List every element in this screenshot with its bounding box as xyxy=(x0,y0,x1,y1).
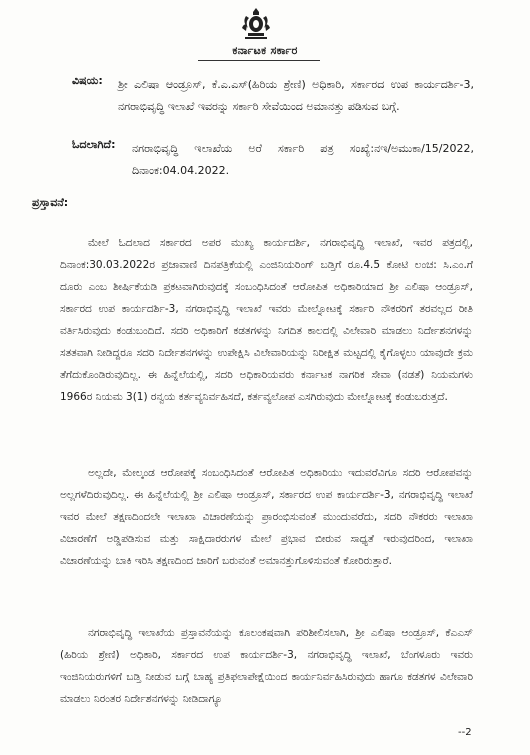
title-underline xyxy=(198,60,320,61)
state-emblem-icon xyxy=(236,6,276,42)
preamble-heading: ಪ್ರಸ್ತಾವನೆ: xyxy=(32,196,69,209)
government-title: ಕರ್ನಾಟಕ ಸರ್ಕಾರ xyxy=(232,44,298,57)
subject-text: ಶ್ರೀ ಎಲಿಷಾ ಆಂಡ್ರೂಸ್, ಕೆ.ಎ.ಎಸ್(ಹಿರಿಯ ಶ್ರೇಣಿ) ಅಧಿಕಾರಿ, ಸರ್ಕಾರದ ಉಪ ಕಾರ್ಯದರ್ಶಿ-3, ನಗರಾಭಿವೃದ್ಧಿ ಇಲಾಖೆ ಇವರನ್ನು ಸರ್ಕಾರಿ ಸೇವೆಯಿಂದ ಅಮಾನತ್ತು ಪಡಿಸುವ ಬಗ್ಗೆ. xyxy=(118,78,474,113)
page-marker: --2 xyxy=(458,727,472,738)
preamble-paragraph-1: ಮೇಲೆ ಓದಲಾದ ಸರ್ಕಾರದ ಅಪರ ಮುಖ್ಯ ಕಾರ್ಯದರ್ಶಿ, ನಗರಾಭಿವೃದ್ಧಿ ಇಲಾಖೆ, ಇವರ ಪತ್ರದಲ್ಲಿ, ದಿನಾಂಕ:30.03.2022ರ ಪ್ರಜಾವಾಣಿ ದಿನಪತ್ರಿಕೆಯಲ್ಲಿ ಎಂಜಿನಿಯರಿಂಗ್ ಬಡ್ತಿಗೆ ರೂ.4.5 ಕೋಟಿ ಲಂಚ: ಸಿ.ಎಂ.ಗೆ ದೂರು ಎಂಬ ಶೀರ್ಷಿಕೆಯಡಿ ಪ್ರಕಟವಾಗಿರುವುದಕ್ಕೆ ಸಂಬಂಧಿಸಿದಂತೆ ಆರೋಪಿತ ಅಧಿಕಾರಿಯಾದ ಶ್ರೀ ಎಲಿಷಾ ಆಂಡ್ರೂಸ್, ಸರ್ಕಾರದ ಉಪ ಕಾರ್ಯದರ್ಶಿ-3, ನಗರಾಭಿವೃದ್ಧಿ ಇಲಾಖೆ ಇವರು ಮೇಲ್ನೋಟಕ್ಕೆ ಸರ್ಕಾರಿ ನೌಕರರಿಗೆ ತರವಲ್ಲದ ರೀತಿ ವರ್ತಿಸಿರುವುದು ಕಂಡುಬಂದಿದೆ. ಸದರಿ ಅಧಿಕಾರಿಗೆ ಕಡತಗಳನ್ನು ನಿಗದಿತ ಕಾಲದಲ್ಲಿ ವಿಲೇವಾರಿ ಮಾಡಲು ನಿರ್ದೇಶನಗಳನ್ನು ಸತತವಾಗಿ ನೀಡಿದ್ದರೂ ಸದರಿ ನಿರ್ದೇಶನಗಳನ್ನು ಉಪೇಕ್ಷಿಸಿ ವಿಲೇವಾರಿಯನ್ನು ನಿರೀಕ್ಷಿತ ಮಟ್ಟದಲ್ಲಿ ಕೈಗೊಳ್ಳಲು ಯಾವುದೇ ಕ್ರಮ ತೆಗೆದುಕೊಂಡಿರುವುದಿಲ್ಲ. ಈ ಹಿನ್ನೆಲೆಯಲ್ಲಿ, ಸದರಿ ಅಧಿಕಾರಿಯವರು ಕರ್ನಾಟಕ ನಾಗರಿಕ ಸೇವಾ (ನಡತೆ) ನಿಯಮಗಳು 1966ರ ನಿಯಮ 3(1) ರನ್ವಯ ಕರ್ತವ್ಯನಿರ್ವಹಿಸದೆ, ಕರ್ತವ್ಯಲೋಪ ಎಸಗಿರುವುದು ಮೇಲ್ನೋಟಕ್ಕೆ ಕಂಡುಬರುತ್ತದೆ. xyxy=(60,237,473,403)
reference-text: ನಗರಾಭಿವೃದ್ಧಿ ಇಲಾಖೆಯ ಅರೆ ಸರ್ಕಾರಿ ಪತ್ರ ಸಂಖ್ಯೆ:ನಇ/ಅಮುಕಾ/15/2022, ದಿನಾಂಕ:04.04.2022. xyxy=(132,142,474,177)
preamble-paragraph-2: ಅಲ್ಲದೇ, ಮೇಲ್ಕಂಡ ಆರೋಪಕ್ಕೆ ಸಂಬಂಧಿಸಿದಂತೆ ಆರೋಪಿತ ಅಧಿಕಾರಿಯು ಇದುವರೆವಿಗೂ ಸದರಿ ಆರೋಪವನ್ನು ಅಲ್ಲಗಳೆದಿರುವುದಿಲ್ಲ. ಈ ಹಿನ್ನೆಲೆಯಲ್ಲಿ ಶ್ರೀ ಎಲಿಷಾ ಆಂಡ್ರೂಸ್, ಸರ್ಕಾರದ ಉಪ ಕಾರ್ಯದರ್ಶಿ-3, ನಗರಾಭಿವೃದ್ಧಿ ಇಲಾಖೆ ಇವರ ಮೇಲೆ ತಕ್ಷಣದಿಂದಲೇ ಇಲಾಖಾ ವಿಚಾರಣೆಯನ್ನು ಪ್ರಾರಂಭಿಸುವಂತೆ ಮುಂದುವರೆದು, ಸದರಿ ನೌಕರರು ಇಲಾಖಾ ವಿಚಾರಣೆಗೆ ಅಡ್ಡಿಪಡಿಸುವ ಮತ್ತು ಸಾಕ್ಷಿದಾರರುಗಳ ಮೇಲೆ ಪ್ರಭಾವ ಬೀರುವ ಸಾಧ್ಯತೆ ಇರುವುದರಿಂದ, ಇಲಾಖಾ ವಿಚಾರಣೆಯನ್ನು ಬಾಕಿ ಇರಿಸಿ ತಕ್ಷಣದಿಂದ ಜಾರಿಗೆ ಬರುವಂತೆ ಅಮಾನತ್ತುಗೊಳಿಸುವಂತೆ ಕೋರಿರುತ್ತಾರೆ. xyxy=(60,467,473,567)
preamble-paragraph-3: ನಗರಾಭಿವೃದ್ಧಿ ಇಲಾಖೆಯ ಪ್ರಸ್ತಾವನೆಯನ್ನು ಕೂಲಂಕಷವಾಗಿ ಪರಿಶೀಲಿಸಲಾಗಿ, ಶ್ರೀ ಎಲಿಷಾ ಆಂಡ್ರೂಸ್, ಕೆಎಎಸ್ (ಹಿರಿಯ ಶ್ರೇಣಿ) ಅಧಿಕಾರಿ, ಸರ್ಕಾರದ ಉಪ ಕಾರ್ಯದರ್ಶಿ-3, ನಗರಾಭಿವೃದ್ಧಿ ಇಲಾಖೆ, ಬೆಂಗಳೂರು ಇವರು ಇಂಜಿನಿಯರುಗಳಿಗೆ ಬಡ್ತಿ ನೀಡುವ ಬಗ್ಗೆ ಬಾಹ್ಯ ಪ್ರತಿಫಲಾಪೇಕ್ಷೆಯಿಂದ ಕಾರ್ಯನಿರ್ವಹಿಸಿರುವುದು ಹಾಗೂ ಕಡತಗಳ ವಿಲೇವಾರಿ ಮಾಡಲು ನಿರಂತರ ನಿರ್ದೇಶನಗಳನ್ನು ನೀಡಿದಾಗ್ಯೂ xyxy=(60,627,473,705)
reference-label: ಓದಲಾಗಿದೆ: xyxy=(72,138,116,151)
subject-label: ವಿಷಯ: xyxy=(72,74,103,87)
